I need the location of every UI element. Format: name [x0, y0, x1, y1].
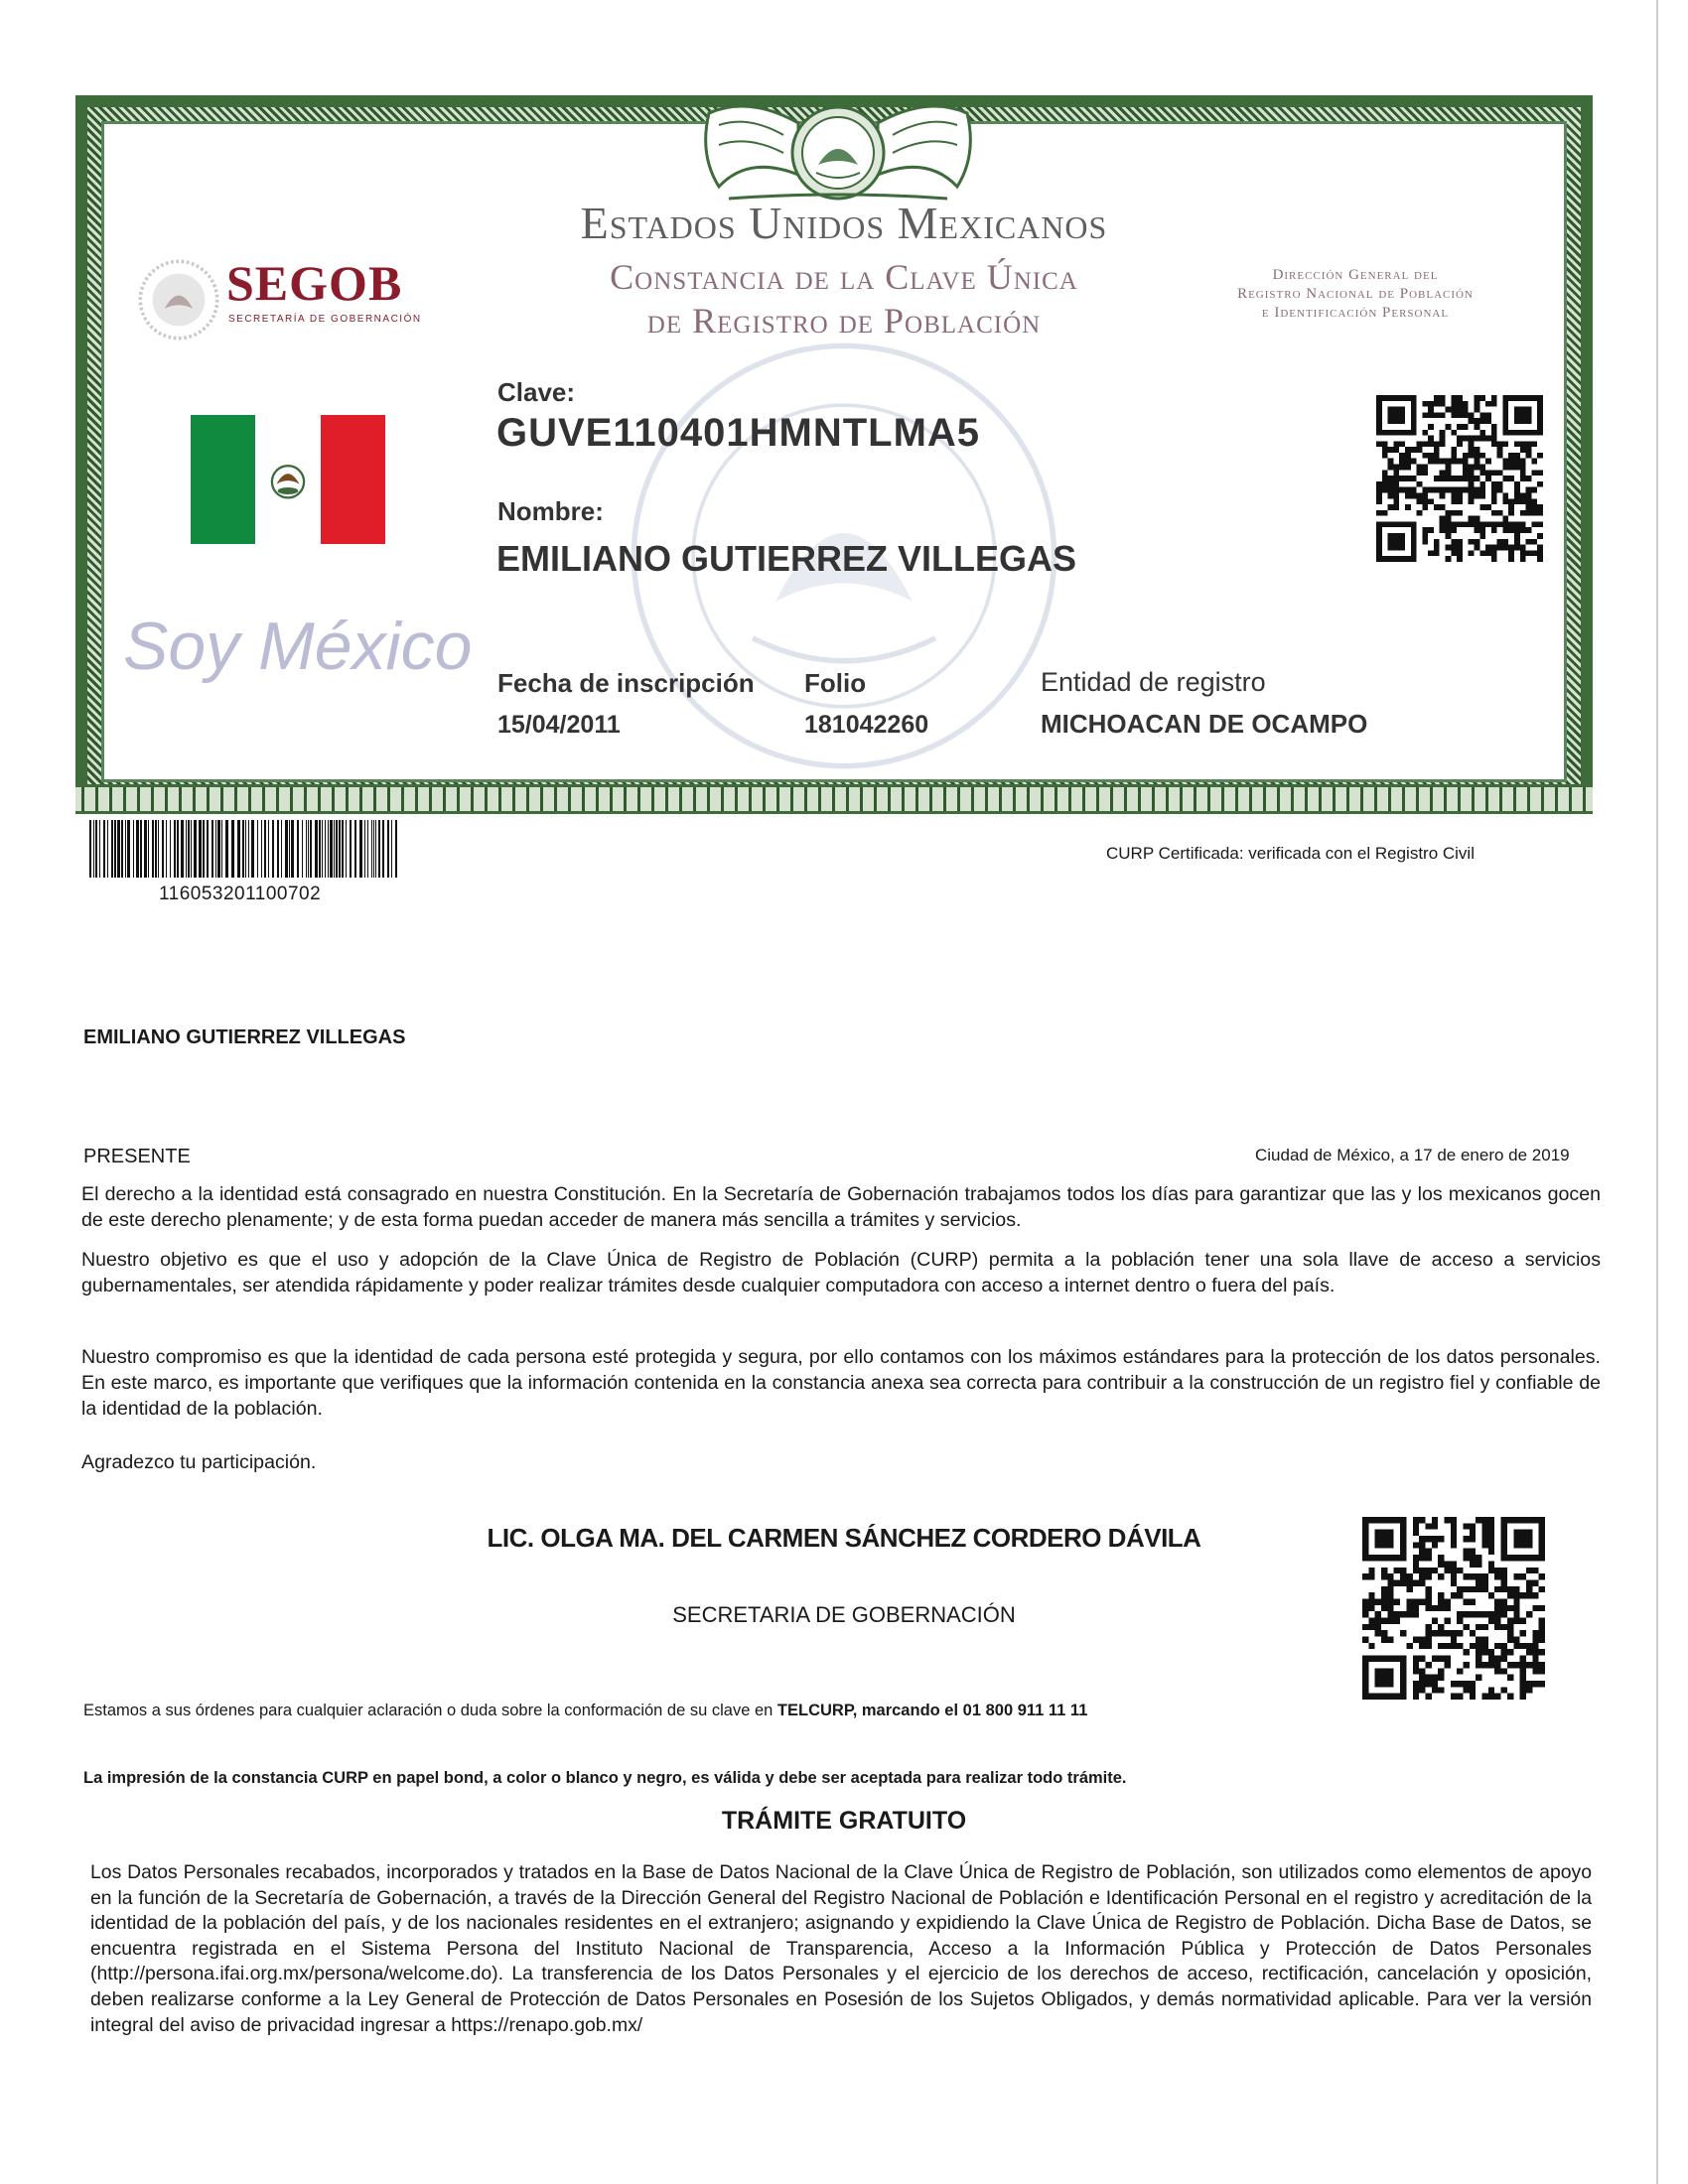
letter-paragraph: El derecho a la identidad está consagrado en nuestra Constitución. En la Secretaría de Gobernación trabajamos todos los días para garantizar que las y los mexicanos gocen de este derecho plenamente; y de esta forma puedan acceder de manera más sencilla a trámites y servicios.	[81, 1183, 1601, 1231]
signer-title: SECRETARIA DE GOBERNACIÓN	[672, 1602, 1016, 1627]
segob-logo-subtitle: SECRETARÍA DE GOBERNACIÓN	[228, 314, 422, 325]
slogan: Soy México	[123, 609, 473, 684]
tramite-gratuito: TRÁMITE GRATUITO	[721, 1807, 967, 1835]
segob-logo-text: SEGOB	[226, 255, 403, 311]
document-title-line1: Constancia de la Clave Única	[610, 257, 1078, 297]
validity-note: La impresión de la constancia CURP en papel bond, a color o blanco y negro, es válida y debe ser aceptada para realizar todo trámite.	[83, 1769, 1127, 1787]
nombre-label: Nombre:	[497, 496, 604, 526]
page-edge	[1656, 0, 1658, 2184]
letter-addressee: EMILIANO GUTIERREZ VILLEGAS	[83, 1026, 406, 1048]
mexican-coat-of-arms-icon	[689, 95, 987, 205]
letter-city-date: Ciudad de México, a 17 de enero de 2019	[1255, 1146, 1570, 1164]
flag-stripe-red	[321, 415, 385, 544]
clave-value: GUVE110401HMNTLMA5	[496, 411, 981, 455]
letter-paragraph: Nuestro objetivo es que el uso y adopción de la Clave Única de Registro de Población (CURP) permita a la población tener una sola llave de acceso a servicios gubernamentales, ser atendida rápidamente y poder realizar trámites desde cualquier computadora con acceso a internet dentro o fuera del país.	[81, 1249, 1601, 1297]
document-title-line2: de Registro de Población	[646, 301, 1042, 341]
mexican-flag-icon	[191, 415, 385, 544]
letter-paragraph: Nuestro compromiso es que la identidad de cada persona esté protegida y segura, por ello contamos con los máximos estándares para la protección de los datos personales. En este marco, es importante que verifiques que la información contenida en la constancia anexa sea correcta para contribuir a la construcción de un registro fiel y confiable de la identidad de la población.	[81, 1346, 1601, 1420]
clave-label: Clave:	[497, 377, 576, 407]
barcode-icon	[89, 820, 401, 878]
flag-eagle-icon	[265, 457, 311, 502]
fecha-inscripcion-label: Fecha de inscripción	[497, 668, 755, 698]
telcurp-note	[83, 1702, 1087, 1720]
fecha-inscripcion-value: 15/04/2011	[497, 711, 621, 739]
ornamental-bottom-strip	[75, 784, 1593, 814]
entidad-registro-label: Entidad de registro	[1041, 667, 1266, 697]
flag-stripe-white	[255, 415, 320, 544]
qr-code-icon	[1376, 395, 1543, 562]
entidad-registro-value: MICHOACAN DE OCAMPO	[1041, 709, 1368, 739]
country-title: Estados Unidos Mexicanos	[580, 198, 1108, 248]
privacy-notice: Los Datos Personales recabados, incorporados y tratados en la Base de Datos Nacional de la Clave Única de Registro de Población, son utilizados como elementos de apoyo en la función de la Secretaría de Gobernación, a través de la Dirección General del Registro Nacional de Población e Identificación Personal en el registro y acreditación de la identidad de la población del país, y de los nacionales residentes en el extranjero; asignando y expidiendo la Clave Única de Registro de Población. Dicha Base de Datos, se encuentra registrada en el Sistema Persona del Instituto Nacional de Transparencia, Acceso a la Información Pública y Protección de Datos Personales (http://persona.ifai.org.mx/persona/welcome.do). La transferencia de los Datos Personales y el ejercicio de los derechos de acceso, rectificación, cancelación y oposición, deben realizarse conforme a la Ley General de Protección de Datos Personales en Posesión de los Sujetos Obligados, y demás normatividad aplicable. Para ver la versión integral del aviso de privacidad ingresar a https://renapo.gob.mx/	[90, 1861, 1592, 2036]
barcode-number: 116053201100702	[159, 884, 322, 904]
folio-value: 181042260	[804, 711, 929, 739]
telcurp-phone: TELCURP, marcando el 01 800 911 11 11	[776, 1702, 1088, 1719]
letter-presente: PRESENTE	[83, 1146, 191, 1167]
directorate-line: Dirección General del	[1272, 267, 1439, 283]
folio-label: Folio	[804, 668, 867, 698]
segob-seal-icon	[135, 256, 222, 343]
flag-stripe-green	[191, 415, 255, 544]
letter-closing: Agradezco tu participación.	[81, 1451, 317, 1473]
directorate-name	[1201, 266, 1509, 323]
curp-certified-note: CURP Certificada: verificada con el Registro Civil	[1106, 844, 1475, 863]
directorate-line: Registro Nacional de Población	[1237, 286, 1474, 302]
telcurp-text: Estamos a sus órdenes para cualquier aclaración o duda sobre la conformación de su clave en	[83, 1702, 777, 1719]
signer-name: LIC. OLGA MA. DEL CARMEN SÁNCHEZ CORDERO DÁVILA	[487, 1523, 1201, 1553]
directorate-line: e Identificación Personal	[1261, 305, 1450, 321]
nombre-value: EMILIANO GUTIERREZ VILLEGAS	[496, 538, 1077, 579]
